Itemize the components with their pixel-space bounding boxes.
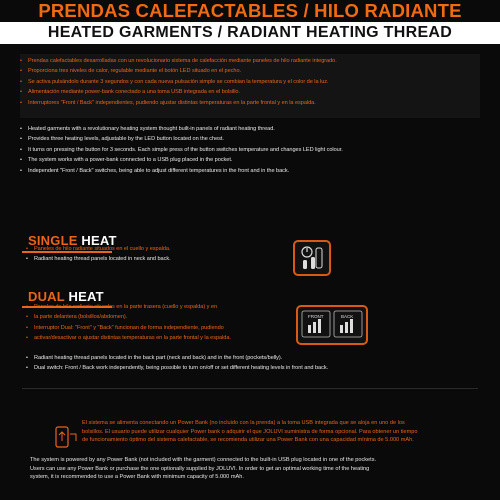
intro-es-item: • Interruptores "Front / Back" independientes, pudiendo ajustar distintas temperaturas en la parte frontal y en la espalda. (20, 98, 480, 108)
switch-front-label: FRONT (308, 314, 324, 319)
footer-es-line: El sistema se alimenta conectando un Power Bank (no incluido con la prenda) a la toma USB integrada que se aloja en uno de los (82, 420, 405, 426)
dual-es-cont-text: la parte delantera (bolsillos/abdomen). (34, 314, 128, 321)
dual-heat-list (26, 302, 296, 344)
single-heat-list (26, 244, 276, 265)
intro-es-item: • Se activa pulsándolo durante 3 segundos y con cada nueva pulsación simple se combian la temperatura y el color de la luz. (20, 77, 480, 87)
usb-power-icon (52, 424, 80, 450)
intro-en-item: • It turns on pressing the button for 3 seconds. Each simple press of the button switches temperature and changes LED light colour. (20, 145, 480, 155)
title-english: HEATED GARMENTS / RADIANT HEATING THREAD (0, 22, 500, 44)
dual-es-cont-text: activar/desactivar o ajustar distintas temperaturas en la parte frontal y la espalda. (34, 335, 231, 342)
footer-en-line: The system is powered by any Power Bank (not included with the garment) connected to the built-in USB plug located in one of the pockets. (30, 457, 377, 463)
single-en-item: • Radiant heating thread panels located in neck and back. (26, 254, 276, 264)
dual-en-list (26, 353, 486, 374)
footer-en-line: Users can use any Power Bank or purchase the one optionally supplied by JOLUVI. In order to get an optimal working time of the heating (30, 465, 370, 472)
dual-en-item: • Radiant heating thread panels located in the back part (neck and back) and in the front (pockets/belly). (26, 353, 486, 363)
intro-en-item: • Heated garments with a revolutionary heating system thought built-in panels of radiant heating thread. (20, 124, 480, 134)
intro-es-item: • Prendas calefactables desarrolladas con un revolucionario sistema de calefacción mediante paneles de hilo radiante integrado. (20, 56, 480, 66)
footer-es-line: de funcionamiento óptimo del sistema calefactable, se recomienda utilizar una Power Bank con una capacidad mínima de 5.000 mAh. (82, 437, 414, 444)
dual-heat-title-b: HEAT (64, 289, 104, 304)
intro-en-item: • Provides three heating levels, adjustable by the LED button located on the chest. (20, 134, 480, 144)
intro-en-item: • The system works with a power-bank connected to a USB plug placed in the pocket. (20, 155, 480, 165)
dual-heat-title-a: DUAL (28, 289, 65, 304)
dual-es-item: • Interruptor Dual: "Front" y "Back" funcionan de forma independiente, pudiendo (26, 323, 296, 333)
single-switch-icon (293, 240, 331, 276)
intro-spanish-panel (20, 54, 480, 118)
footer-divider (22, 388, 478, 389)
dual-en-item: • Dual switch: Front / Back work independently, being possible to turn on/off or set different heating levels in front and back. (26, 363, 486, 373)
dual-es-item-cont (26, 333, 296, 343)
single-heat-title-b: HEAT (77, 233, 117, 248)
dual-switch-icon (296, 305, 368, 345)
intro-es-item: • Proporciona tres niveles de calor, regulable mediante el botón LED situado en el pecho. (20, 66, 480, 76)
intro-en-item: • Independent "Front / Back" switches, being able to adjust different temperatures in the front and in the back. (20, 166, 480, 176)
single-es-item: • Paneles de hilo radiante situados en el cuello y espalda. (26, 244, 276, 254)
switch-back-label: BACK (341, 314, 354, 319)
footer-spanish (82, 419, 482, 445)
dual-es-item: • Paneles de hilo radiante situados en la parte trasera (cuello y espalda) y en (26, 302, 296, 312)
footer-en-line: system, it is recommended to use a Power Bank with minimum capacity of 5.000 mAh. (30, 474, 244, 481)
intro-es-item: • Alimentación mediante power-bank conectado a una toma USB integrada en el bolsillo. (20, 87, 480, 97)
intro-english-panel (20, 124, 480, 176)
footer-english (30, 456, 490, 482)
dual-es-item-cont (26, 312, 296, 322)
footer-es-line: bolsillos. El usuario puede utilizar cualquier Power bank o adquirir el que JOLUVI suministra de forma opcional. Para obtener un tiempo (82, 428, 418, 435)
single-heat-title-a: SINGLE (28, 233, 78, 248)
title-spanish: PRENDAS CALEFACTABLES / HILO RADIANTE (38, 0, 462, 21)
